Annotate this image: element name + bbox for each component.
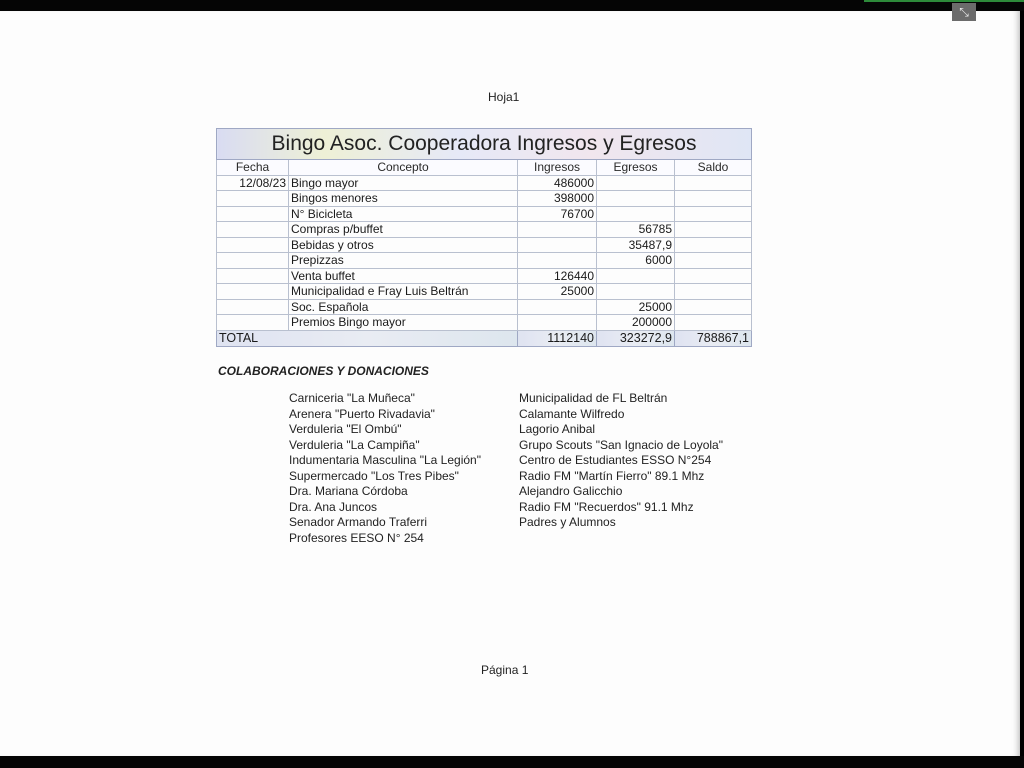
cell-egresos: 6000 (597, 253, 675, 269)
cell-saldo (675, 206, 752, 222)
cell-fecha (217, 284, 289, 300)
cell-saldo (675, 175, 752, 191)
cell-concepto: N° Bicicleta (289, 206, 518, 222)
scanned-page (0, 11, 1020, 756)
header-ingresos: Ingresos (518, 160, 597, 176)
header-concepto: Concepto (289, 160, 518, 176)
cell-egresos: 56785 (597, 222, 675, 238)
cell-concepto: Premios Bingo mayor (289, 315, 518, 331)
cell-saldo (675, 284, 752, 300)
table-row (217, 253, 752, 269)
table-row (217, 206, 752, 222)
donor-item: Radio FM "Martín Fierro" 89.1 Mhz (519, 468, 705, 483)
cell-egresos (597, 268, 675, 284)
donor-item: Supermercado "Los Tres Pibes" (289, 468, 459, 483)
viewer-accent-line (864, 0, 1024, 2)
table-row (217, 191, 752, 207)
header-saldo: Saldo (675, 160, 752, 176)
total-saldo: 788867,1 (675, 330, 752, 346)
table-title: Bingo Asoc. Cooperadora Ingresos y Egresos (217, 129, 752, 160)
cell-concepto: Venta buffet (289, 268, 518, 284)
donor-item: Dra. Ana Juncos (289, 499, 378, 514)
cell-fecha (217, 299, 289, 315)
cell-ingresos: 76700 (518, 206, 597, 222)
cell-fecha (217, 268, 289, 284)
cell-fecha (217, 237, 289, 253)
cell-egresos (597, 206, 675, 222)
cell-concepto: Compras p/buffet (289, 222, 518, 238)
cell-concepto: Prepizzas (289, 253, 518, 269)
cell-saldo (675, 253, 752, 269)
table-title-row (217, 129, 752, 160)
viewer-top-bar (0, 0, 1024, 11)
cell-fecha (217, 191, 289, 207)
total-egresos: 323272,9 (597, 330, 675, 346)
donors-right-column (519, 391, 723, 531)
donor-item: Arenera "Puerto Rivadavia" (289, 406, 435, 421)
donor-item: Grupo Scouts "San Ignacio de Loyola" (519, 437, 723, 452)
cell-saldo (675, 222, 752, 238)
cell-ingresos (518, 222, 597, 238)
header-fecha: Fecha (217, 160, 289, 176)
cell-ingresos (518, 299, 597, 315)
colaboraciones-title: COLABORACIONES Y DONACIONES (218, 364, 429, 378)
cell-egresos: 25000 (597, 299, 675, 315)
cell-fecha (217, 315, 289, 331)
table-row (217, 299, 752, 315)
cell-egresos: 35487,9 (597, 237, 675, 253)
cell-ingresos (518, 315, 597, 331)
cell-egresos (597, 191, 675, 207)
sheet-name: Hoja1 (488, 90, 520, 104)
total-label: TOTAL (217, 330, 518, 346)
cell-ingresos: 126440 (518, 268, 597, 284)
table-row (217, 315, 752, 331)
donor-item: Centro de Estudiantes ESSO N°254 (519, 453, 712, 467)
table-row (217, 222, 752, 238)
donor-item: Padres y Alumnos (519, 515, 616, 529)
donor-item: Radio FM "Recuerdos" 91.1 Mhz (519, 499, 694, 514)
cell-concepto: Bingos menores (289, 191, 518, 207)
cell-egresos: 200000 (597, 315, 675, 331)
cell-fecha (217, 222, 289, 238)
donor-item: Carniceria "La Muñeca" (289, 391, 415, 405)
donor-item: Municipalidad de FL Beltrán (519, 391, 668, 405)
table-header-row (217, 160, 752, 176)
cell-saldo (675, 268, 752, 284)
cell-fecha (217, 253, 289, 269)
table-row (217, 237, 752, 253)
donor-item: Verduleria "El Ombú" (289, 422, 402, 436)
donor-item: Dra. Mariana Córdoba (289, 484, 408, 498)
cell-saldo (675, 237, 752, 253)
exit-fullscreen-icon[interactable]: ⤡ (952, 3, 976, 21)
cell-ingresos: 25000 (518, 284, 597, 300)
cell-fecha (217, 206, 289, 222)
cell-ingresos (518, 253, 597, 269)
cell-concepto: Bebidas y otros (289, 237, 518, 253)
cell-saldo (675, 191, 752, 207)
cell-egresos (597, 175, 675, 191)
table-row (217, 268, 752, 284)
donor-item: Lagorio Anibal (519, 422, 596, 436)
finance-table (216, 128, 752, 347)
cell-ingresos (518, 237, 597, 253)
donor-item: Verduleria "La Campiña" (289, 437, 420, 452)
donor-item: Indumentaria Masculina "La Legión" (289, 453, 481, 467)
cell-ingresos: 398000 (518, 191, 597, 207)
donor-item: Profesores EESO N° 254 (289, 530, 424, 545)
cell-saldo (675, 315, 752, 331)
cell-egresos (597, 284, 675, 300)
donor-item: Senador Armando Traferri (289, 515, 428, 529)
donors-left-column (289, 391, 481, 546)
total-ingresos: 1112140 (518, 330, 597, 346)
total-row (217, 330, 752, 346)
cell-fecha: 12/08/23 (217, 175, 289, 191)
donor-item: Alejandro Galicchio (519, 484, 623, 498)
page-number: Página 1 (481, 663, 529, 677)
cell-saldo (675, 299, 752, 315)
table-row (217, 284, 752, 300)
cell-concepto: Soc. Española (289, 299, 518, 315)
cell-concepto: Municipalidad e Fray Luis Beltrán (289, 284, 518, 300)
cell-ingresos: 486000 (518, 175, 597, 191)
header-egresos: Egresos (597, 160, 675, 176)
donor-item: Calamante Wilfredo (519, 406, 625, 421)
viewer-bottom-bar (0, 756, 1024, 768)
cell-concepto: Bingo mayor (289, 175, 518, 191)
table-row (217, 175, 752, 191)
